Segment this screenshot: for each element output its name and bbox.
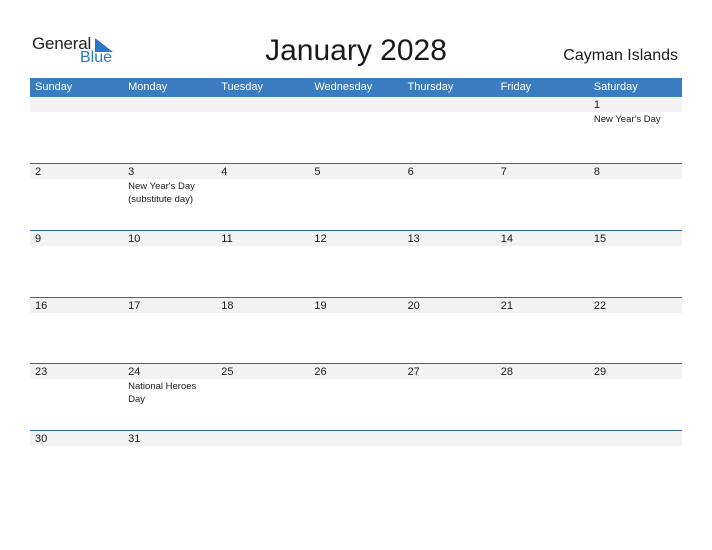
day-cell xyxy=(589,297,682,364)
day-number: 16 xyxy=(35,300,48,312)
day-cell xyxy=(589,230,682,297)
day-number: 1 xyxy=(593,99,600,111)
day-cell xyxy=(496,230,589,297)
calendar-week xyxy=(30,96,682,163)
weekday-friday: Friday xyxy=(500,81,532,93)
day-number: 27 xyxy=(407,366,420,378)
day-number: 21 xyxy=(500,300,513,312)
day-cell xyxy=(216,96,309,163)
calendar-week xyxy=(30,297,682,364)
brand-logo-text-general: General xyxy=(32,34,92,53)
day-cell xyxy=(123,297,216,364)
weekday-saturday: Saturday xyxy=(593,81,638,93)
day-number: 17 xyxy=(128,300,141,312)
holiday-label: New Year's Day (substitute day) xyxy=(128,181,195,205)
day-cell xyxy=(403,297,496,364)
day-cell xyxy=(309,163,402,230)
weekday-monday: Monday xyxy=(128,81,168,93)
day-cell xyxy=(309,96,402,163)
day-number: 12 xyxy=(314,233,327,245)
day-number: 10 xyxy=(128,233,141,245)
day-number: 7 xyxy=(500,166,507,178)
day-number: 5 xyxy=(314,166,321,178)
day-number: 25 xyxy=(221,366,234,378)
country-name: Cayman Islands xyxy=(563,47,678,64)
calendar-week xyxy=(30,363,682,430)
day-number: 18 xyxy=(221,300,234,312)
day-number: 14 xyxy=(500,233,513,245)
day-cell xyxy=(589,96,682,163)
calendar-week xyxy=(30,230,682,297)
day-cell xyxy=(30,96,123,163)
day-cell xyxy=(403,430,496,497)
day-number: 4 xyxy=(221,166,228,178)
day-cell xyxy=(496,297,589,364)
calendar-title: January 2028 xyxy=(265,34,447,67)
holiday-label: National Heroes Day xyxy=(128,381,197,405)
day-number: 3 xyxy=(128,166,135,178)
day-cell xyxy=(309,363,402,430)
day-cell xyxy=(123,230,216,297)
day-cell xyxy=(589,163,682,230)
day-cell xyxy=(123,363,216,430)
day-cell xyxy=(589,363,682,430)
day-cell xyxy=(589,430,682,497)
day-cell xyxy=(403,230,496,297)
weekday-header xyxy=(30,78,682,97)
day-number: 24 xyxy=(128,366,141,378)
day-cell xyxy=(30,363,123,430)
day-number: 29 xyxy=(593,366,607,378)
day-cell xyxy=(30,430,123,497)
weekday-sunday: Sunday xyxy=(35,81,73,93)
calendar-week xyxy=(30,430,682,497)
day-cell xyxy=(123,430,216,497)
day-number: 20 xyxy=(407,300,420,312)
day-cell xyxy=(30,163,123,230)
day-cell xyxy=(216,297,309,364)
day-cell xyxy=(216,163,309,230)
day-cell xyxy=(496,430,589,497)
holiday-label: New Year's Day xyxy=(593,114,661,125)
day-number: 30 xyxy=(35,433,48,445)
day-cell xyxy=(309,430,402,497)
weekday-wednesday: Wednesday xyxy=(314,81,373,93)
day-number: 28 xyxy=(500,366,513,378)
day-cell xyxy=(403,96,496,163)
day-cell xyxy=(30,230,123,297)
day-cell xyxy=(216,230,309,297)
day-number: 6 xyxy=(407,166,414,178)
day-cell xyxy=(496,163,589,230)
day-cell xyxy=(216,430,309,497)
day-cell xyxy=(309,297,402,364)
day-number: 15 xyxy=(593,233,607,245)
day-cell xyxy=(123,96,216,163)
day-number: 26 xyxy=(314,366,327,378)
day-number: 13 xyxy=(407,233,420,245)
day-cell xyxy=(309,230,402,297)
weekday-thursday: Thursday xyxy=(407,81,454,93)
day-cell xyxy=(496,96,589,163)
day-cell xyxy=(123,163,216,230)
brand-logo-text-blue: Blue xyxy=(80,49,113,66)
day-number: 23 xyxy=(35,366,48,378)
weekday-tuesday: Tuesday xyxy=(221,81,264,93)
day-cell xyxy=(403,163,496,230)
day-number: 8 xyxy=(593,166,600,178)
day-cell xyxy=(496,363,589,430)
day-number: 9 xyxy=(35,233,42,245)
day-number: 31 xyxy=(128,433,141,445)
day-cell xyxy=(216,363,309,430)
day-number: 22 xyxy=(593,300,607,312)
day-number: 19 xyxy=(314,300,327,312)
day-cell xyxy=(403,363,496,430)
day-cell xyxy=(30,297,123,364)
calendar-week xyxy=(30,163,682,230)
day-number: 2 xyxy=(35,166,42,178)
day-number: 11 xyxy=(221,233,233,245)
